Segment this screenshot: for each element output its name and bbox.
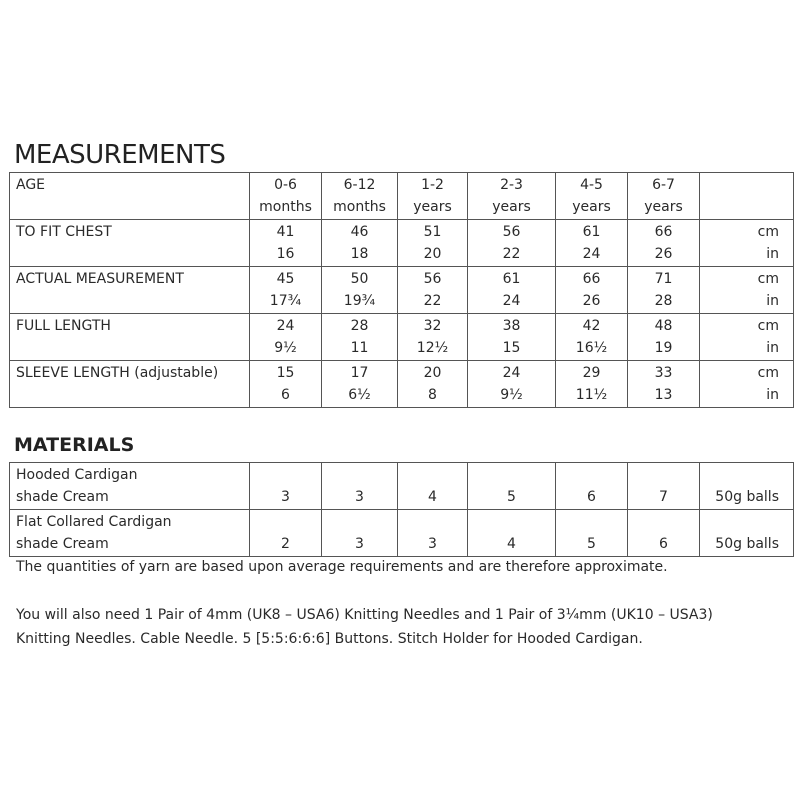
in-value: 19 — [654, 340, 673, 356]
hooded-cardigan-row — [10, 463, 794, 510]
cm-value: 24 — [276, 318, 295, 334]
yarn-quantity: 5 — [587, 536, 596, 552]
in-value: 17¾ — [269, 293, 302, 309]
cm-value: 15 — [276, 365, 295, 381]
yarn-unit: 50g balls — [715, 536, 779, 552]
in-value: 20 — [423, 246, 442, 262]
actual-measurement-row — [10, 267, 794, 314]
yarn-quantity: 3 — [355, 489, 364, 505]
material-name: Hooded Cardigan — [16, 467, 138, 483]
age-header-row — [10, 173, 794, 220]
cm-value: 32 — [423, 318, 442, 334]
extra-materials-line-2: Knitting Needles. Cable Needle. 5 [5:5:6:6:6] Buttons. Stitch Holder for Hooded Cardigan. — [16, 631, 643, 647]
in-value: 13 — [654, 387, 673, 403]
in-value: 22 — [502, 246, 521, 262]
cm-value: 24 — [502, 365, 521, 381]
yarn-quantity: 5 — [507, 489, 516, 505]
yarn-quantity: 4 — [507, 536, 516, 552]
in-value: 19¾ — [343, 293, 376, 309]
sleeve-length-row — [10, 361, 794, 408]
yarn-quantity: 2 — [281, 536, 290, 552]
cm-value: 66 — [582, 271, 601, 287]
cm-value: 33 — [654, 365, 673, 381]
yarn-quantity: 7 — [659, 489, 668, 505]
cm-value: 56 — [423, 271, 442, 287]
size-bottom: years — [572, 199, 611, 215]
in-value: 6 — [281, 387, 290, 403]
measurements-table — [9, 172, 794, 408]
size-bottom: years — [492, 199, 531, 215]
cm-value: 71 — [654, 271, 673, 287]
size-bottom: months — [333, 199, 386, 215]
size-top: 6-7 — [652, 177, 675, 193]
in-value: 24 — [502, 293, 521, 309]
unit-cm: cm — [757, 365, 779, 381]
cm-value: 66 — [654, 224, 673, 240]
age-label: AGE — [16, 177, 46, 193]
size-top: 2-3 — [500, 177, 523, 193]
unit-cm: cm — [757, 318, 779, 334]
size-bottom: months — [259, 199, 312, 215]
extra-materials-line-1: You will also need 1 Pair of 4mm (UK8 – USA6) Knitting Needles and 1 Pair of 3¼mm (UK10 – USA3) — [16, 607, 713, 623]
unit-cm: cm — [757, 271, 779, 287]
yarn-quantity: 6 — [659, 536, 668, 552]
in-value: 12½ — [416, 340, 449, 356]
yarn-quantity: 3 — [428, 536, 437, 552]
row-label: ACTUAL MEASUREMENT — [16, 271, 184, 287]
cm-value: 61 — [502, 271, 521, 287]
cm-value: 28 — [350, 318, 369, 334]
cm-value: 38 — [502, 318, 521, 334]
row-label: SLEEVE LENGTH (adjustable) — [16, 365, 219, 381]
in-value: 24 — [582, 246, 601, 262]
in-value: 16½ — [575, 340, 608, 356]
cm-value: 46 — [350, 224, 369, 240]
unit-in: in — [766, 340, 779, 356]
cm-value: 61 — [582, 224, 601, 240]
cm-value: 56 — [502, 224, 521, 240]
chest-row — [10, 220, 794, 267]
yarn-unit: 50g balls — [715, 489, 779, 505]
in-value: 22 — [423, 293, 442, 309]
size-top: 6-12 — [343, 177, 376, 193]
cm-value: 17 — [350, 365, 369, 381]
full-length-row — [10, 314, 794, 361]
yarn-quantity-note: The quantities of yarn are based upon average requirements and are therefore approximate. — [16, 559, 668, 575]
in-value: 18 — [350, 246, 369, 262]
size-top: 1-2 — [421, 177, 444, 193]
in-value: 26 — [654, 246, 673, 262]
yarn-quantity: 3 — [355, 536, 364, 552]
unit-cm: cm — [757, 224, 779, 240]
cm-value: 41 — [276, 224, 295, 240]
in-value: 6½ — [348, 387, 371, 403]
in-value: 9½ — [500, 387, 523, 403]
yarn-quantity: 6 — [587, 489, 596, 505]
materials-heading: MATERIALS — [14, 434, 135, 456]
size-top: 4-5 — [580, 177, 603, 193]
cm-value: 29 — [582, 365, 601, 381]
cm-value: 45 — [276, 271, 295, 287]
cm-value: 50 — [350, 271, 369, 287]
flat-collared-cardigan-row — [10, 510, 794, 557]
material-shade: shade Cream — [16, 536, 109, 552]
unit-in: in — [766, 387, 779, 403]
in-value: 9½ — [274, 340, 297, 356]
size-top: 0-6 — [274, 177, 297, 193]
unit-in: in — [766, 293, 779, 309]
in-value: 26 — [582, 293, 601, 309]
yarn-quantity: 3 — [281, 489, 290, 505]
in-value: 11½ — [575, 387, 608, 403]
size-bottom: years — [413, 199, 452, 215]
in-value: 8 — [428, 387, 437, 403]
material-name: Flat Collared Cardigan — [16, 514, 172, 530]
cm-value: 42 — [582, 318, 601, 334]
in-value: 11 — [350, 340, 369, 356]
row-label: FULL LENGTH — [16, 318, 111, 334]
cm-value: 51 — [423, 224, 442, 240]
yarn-quantity: 4 — [428, 489, 437, 505]
cm-value: 20 — [423, 365, 442, 381]
materials-table — [9, 462, 794, 557]
in-value: 16 — [276, 246, 295, 262]
in-value: 28 — [654, 293, 673, 309]
material-shade: shade Cream — [16, 489, 109, 505]
unit-in: in — [766, 246, 779, 262]
cm-value: 48 — [654, 318, 673, 334]
in-value: 15 — [502, 340, 521, 356]
size-bottom: years — [644, 199, 683, 215]
measurements-heading: MEASUREMENTS — [14, 140, 226, 170]
row-label: TO FIT CHEST — [16, 224, 112, 240]
